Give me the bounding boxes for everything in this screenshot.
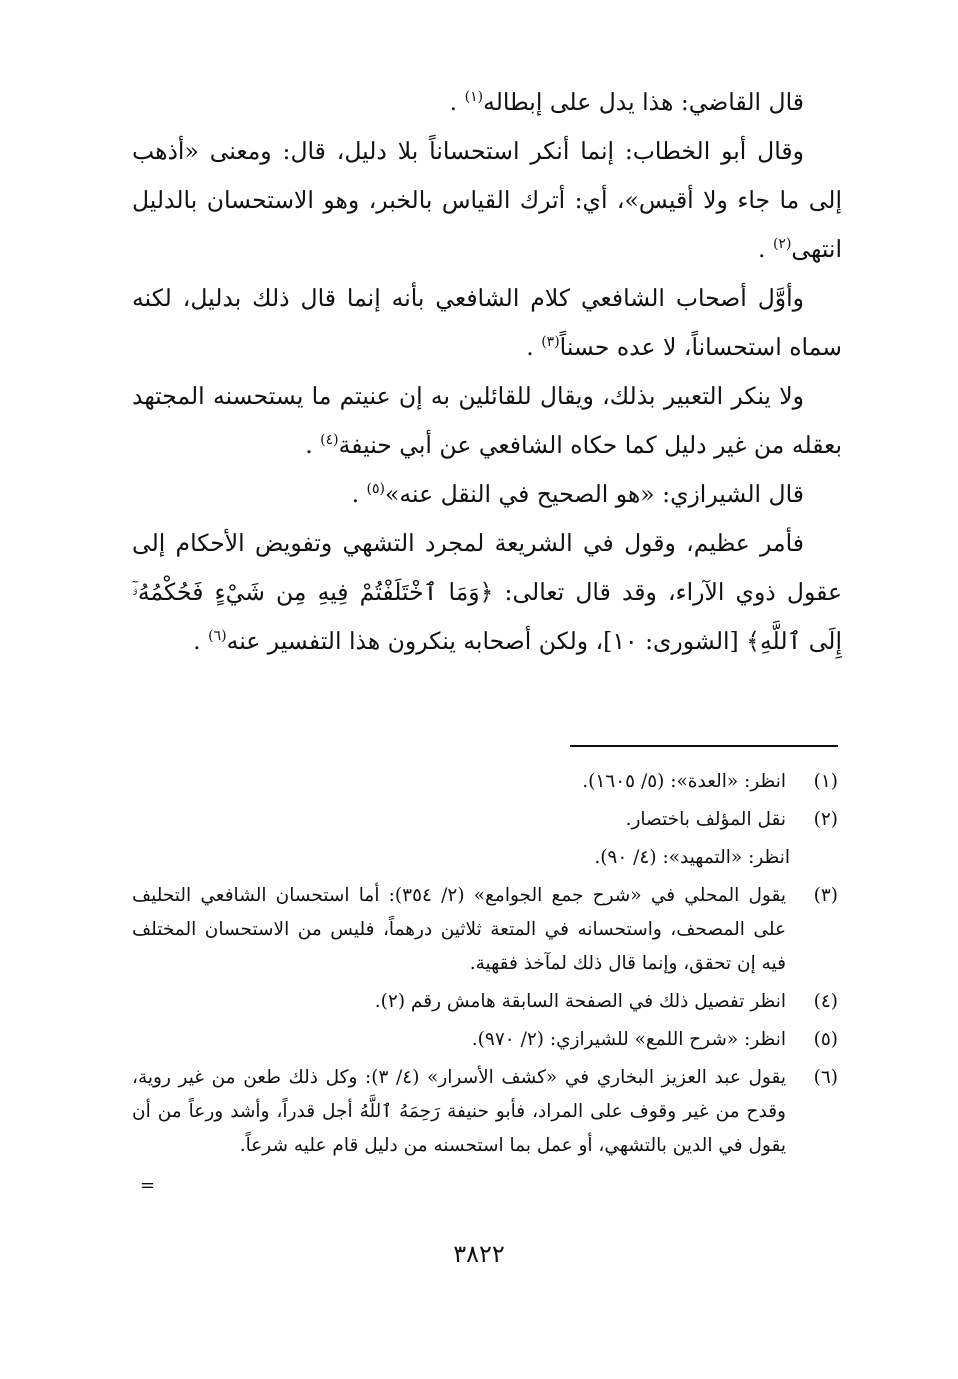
footnote-separator xyxy=(570,745,838,747)
footnote-5 xyxy=(132,1023,842,1057)
footnote-4 xyxy=(132,985,842,1019)
footnote-text: نقل المؤلف باختصار. xyxy=(625,809,786,830)
paragraph-5: قال الشيرازي: «هو الصحيح في النقل عنه»$^{(٥)}$ . xyxy=(351,480,804,508)
footnote-number: (٦) xyxy=(813,1067,838,1088)
paragraph-2: وقال أبو الخطاب: إنما أنكر استحساناً بلا دليل، قال: ومعنى «أذهب إلى ما جاء ولا أقيس»، أي: أترك القياس بالخبر، وهو الاستحسان بالدليل انتهى$^{(٢)}$ . xyxy=(132,137,842,263)
footnote-number: (٥) xyxy=(813,1029,838,1050)
paragraph-4: ولا ينكر التعبير بذلك، ويقال للقائلين به إن عنيتم ما يستحسنه المجتهد بعقله من غير دليل كما حكاه الشافعي عن أبي حنيفة$^{(٤)}$ . xyxy=(132,382,842,459)
paragraph-3: وأوَّل أصحاب الشافعي كلام الشافعي بأنه إنما قال ذلك بدليل، لكنه سماه استحساناً، لا عده حسناً$^{(٣)}$ . xyxy=(132,284,842,361)
continuation-mark: = xyxy=(140,1175,156,1196)
footnote-text: انظر: «العدة»: (٥/ ١٦٠٥). xyxy=(582,771,786,792)
footnote-ref-6: (٦) xyxy=(208,628,227,644)
footnote-number: (١) xyxy=(813,771,838,792)
footnote-text: انظر تفصيل ذلك في الصفحة السابقة هامش رقم (٢). xyxy=(374,991,786,1012)
page-number: ٣٨٢٢ xyxy=(453,1240,505,1268)
footnote-number: (٤) xyxy=(813,991,838,1012)
footnote-3 xyxy=(132,879,842,981)
footnote-text: يقول المحلي في «شرح جمع الجوامع» (٢/ ٣٥٤): أما استحسان الشافعي التحليف على المصحف، واستحسانه في المتعة ثلاثين درهماً، فليس من الاستحسان المختلف فيه إن تحقق، وإنما قال ذلك لمآخذ فقهية. xyxy=(132,885,786,974)
footnote-ref-1: (١) xyxy=(464,89,484,105)
footnote-2-continuation: انظر: «التمهيد»: (٤/ ٩٠). xyxy=(594,847,790,868)
paragraph-6: فأمر عظيم، وقول في الشريعة لمجرد التشهي وتفويض الأحكام إلى عقول ذوي الآراء، وقد قال تعالى: ﴿وَمَا ٱخْتَلَفْتُمْ فِيهِ مِن شَيْءٍ فَحُكْمُهُۥٓ إِلَى ٱللَّهِ﴾ [الشورى: ١٠]، ولكن أصحابه ينكرون هذا التفسير عنه$^{(٦)}$ . xyxy=(132,529,842,655)
footnote-ref-5: (٥) xyxy=(366,481,386,497)
footnote-1 xyxy=(132,765,842,799)
footnote-text: انظر: «شرح اللمع» للشيرازي: (٢/ ٩٧٠). xyxy=(471,1029,786,1050)
footnote-ref-3: (٣) xyxy=(541,334,560,350)
paragraph-1: قال القاضي: هذا يدل على إبطاله$^{(١)}$ . xyxy=(449,88,804,116)
footnote-ref-2: (٢) xyxy=(772,236,792,252)
footnotes xyxy=(132,765,842,1167)
footnote-2 xyxy=(132,803,842,837)
footnote-number: (٢) xyxy=(813,809,838,830)
footnote-6 xyxy=(132,1061,842,1163)
main-text xyxy=(132,78,842,666)
footnote-number: (٣) xyxy=(813,885,838,906)
footnote-ref-4: (٤) xyxy=(320,432,339,448)
footnote-text: يقول عبد العزيز البخاري في «كشف الأسرار» (٤/ ٣): وكل ذلك طعن من غير روية، وقدح من غير وقوف على المراد، فأبو حنيفة رَحِمَهُ ٱللَّهُ أجل قدراً، وأشد ورعاً من أن يقول في الدين بالتشهي، أو عمل بما استحسنه من دليل قام عليه شرعاً. xyxy=(132,1067,786,1156)
